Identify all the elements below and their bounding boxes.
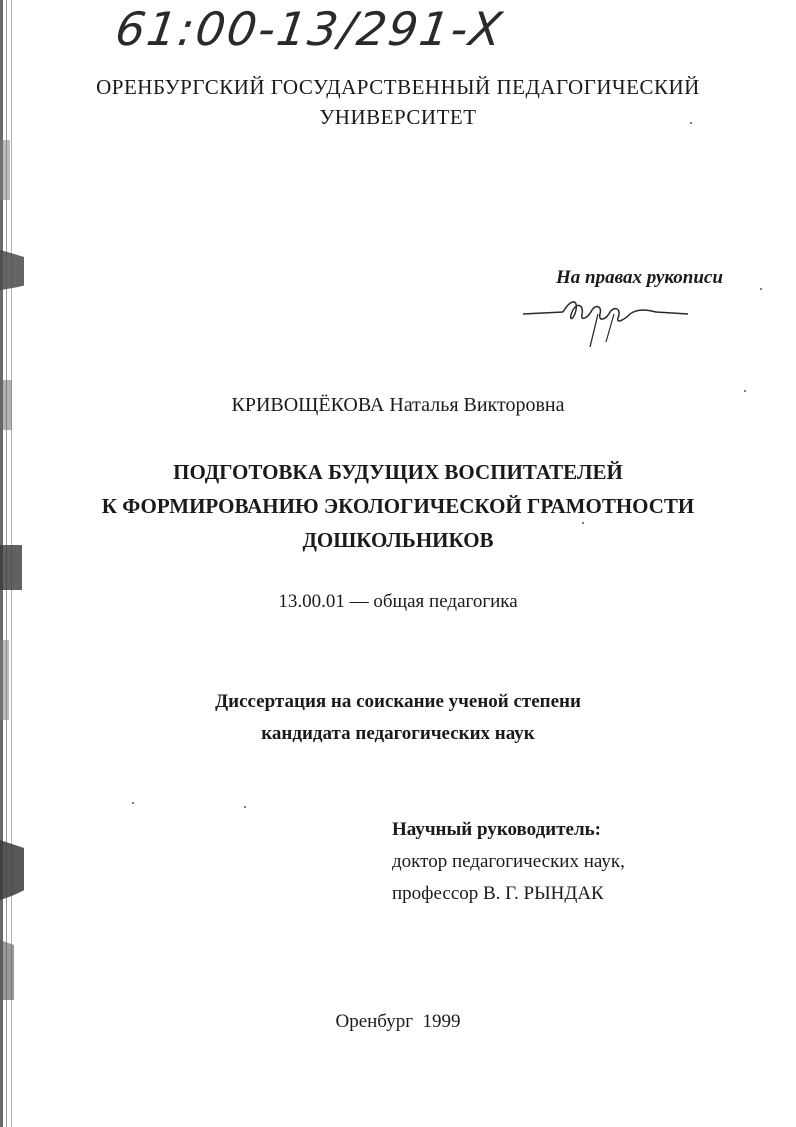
supervisor-line-2: профессор В. Г. РЫНДАК: [392, 883, 604, 904]
degree-statement: [0, 686, 796, 750]
scan-speck: [744, 390, 746, 392]
title-line-3: ДОШКОЛЬНИКОВ: [302, 528, 494, 552]
manuscript-rights: На правах рукописи: [556, 267, 723, 288]
dissertation-title: [0, 455, 796, 557]
handwritten-signature: [518, 292, 698, 352]
supervisor-line-1: доктор педагогических наук,: [392, 851, 625, 872]
scan-speck: [582, 522, 584, 524]
degree-line-2: кандидата педагогических наук: [261, 723, 535, 744]
university-line-2: УНИВЕРСИТЕТ: [319, 105, 477, 129]
specialty-code: 13.00.01 — общая педагогика: [278, 591, 518, 612]
title-line-2: К ФОРМИРОВАНИЮ ЭКОЛОГИЧЕСКОЙ ГРАМОТНОСТИ: [101, 494, 695, 518]
university-name: [0, 72, 796, 132]
archive-code-handwritten: 61:00-13/291-Х: [112, 2, 507, 56]
author-name: КРИВОЩЁКОВА Наталья Викторовна: [231, 394, 565, 416]
scan-binding-edge: [0, 0, 24, 1127]
degree-line-1: Диссертация на соискание ученой степени: [215, 691, 581, 712]
scan-speck: [132, 802, 134, 804]
title-line-1: ПОДГОТОВКА БУДУЩИХ ВОСПИТАТЕЛЕЙ: [173, 460, 623, 484]
city-year: Оренбург 1999: [335, 1011, 461, 1032]
scan-speck: [690, 122, 692, 124]
supervisor-heading: Научный руководитель:: [392, 819, 601, 840]
university-line-1: ОРЕНБУРГСКИЙ ГОСУДАРСТВЕННЫЙ ПЕДАГОГИЧЕСКИЙ: [96, 75, 700, 99]
scan-speck: [244, 806, 246, 808]
scan-speck: [760, 288, 762, 290]
supervisor-block: [392, 814, 625, 910]
